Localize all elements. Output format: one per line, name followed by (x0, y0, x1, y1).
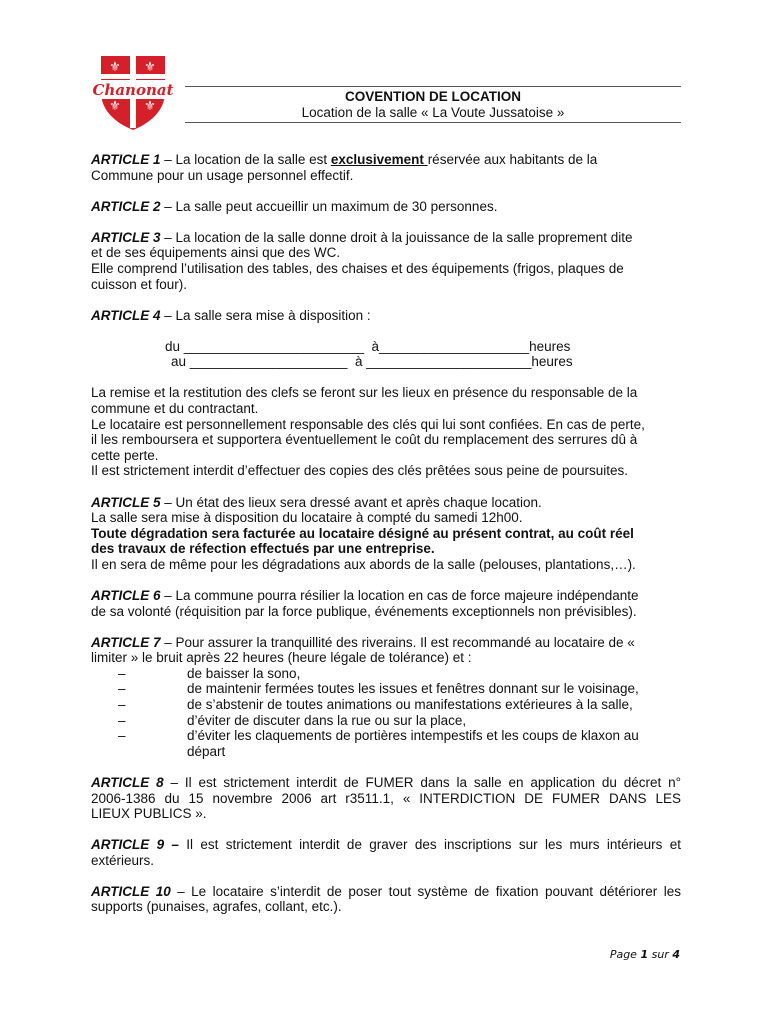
document-body (91, 152, 681, 931)
article-9: ARTICLE 9 – Il est strictement interdit de graver des inscriptions sur les murs intérieurs et extérieurs. (91, 837, 681, 868)
list-item: – d’éviter de discuter dans la rue ou sur la place, (118, 712, 467, 728)
article-7-label: ARTICLE 7 (91, 634, 161, 650)
damage-notice: Toute dégradation sera facturée au locataire désigné au présent contrat, au coût réel (91, 525, 634, 541)
list-item: – d’éviter les claquements de portières intempestifs et les coups de klaxon au départ (118, 728, 639, 759)
article-2-label: ARTICLE 2 (91, 198, 161, 214)
svg-text:⚜: ⚜ (109, 60, 121, 75)
chanonat-logo (92, 52, 174, 132)
article-10: ARTICLE 10 – Le locataire s’interdit de poser tout système de fixation pouvant détériorer les supports (punaises, agrafes, collant, etc.). (91, 883, 681, 915)
availability-to-row: au _____________________ à ______________________heures (171, 354, 573, 370)
article-6: ARTICLE 6 – La commune pourra résilier la location en cas de force majeure indépendante de sa volonté (réquisition par la force publique, événements exceptionnels non prévisibles). (91, 587, 639, 619)
article-6-label: ARTICLE 6 (91, 587, 161, 603)
document-subtitle: Location de la salle « La Voute Jussatoise » (301, 105, 565, 120)
article-3-label: ARTICLE 3 (91, 229, 161, 245)
svg-text:⚜: ⚜ (109, 99, 121, 114)
article-9-label: ARTICLE 9 – (91, 837, 179, 853)
article-5-label: ARTICLE 5 (91, 494, 161, 510)
svg-text:⚜: ⚜ (144, 60, 156, 75)
article-8: ARTICLE 8 – Il est strictement interdit de FUMER dans la salle en application du décret n° 2006-1386 du 15 novembre 2006 art r3511.1, « INTERDICTION DE FUMER DANS LES LIEUX PUBLICS ». (91, 774, 681, 822)
page-number: Page 1 sur 4 (609, 948, 680, 961)
article-4: ARTICLE 4 – La salle sera mise à disposition : (91, 307, 371, 323)
list-item: – de baisser la sono, (118, 665, 301, 681)
header-top-rule (185, 86, 681, 87)
svg-text:⚜: ⚜ (144, 99, 156, 114)
article-4-label: ARTICLE 4 (91, 307, 161, 323)
logo-text: Chanonat (92, 81, 174, 99)
list-item: – de maintenir fermées toutes les issues et fenêtres donnant sur le voisinage, (118, 681, 639, 697)
document-title: COVENTION DE LOCATION (344, 89, 521, 104)
article-10-label: ARTICLE 10 (91, 883, 171, 899)
article-1: ARTICLE 1 – La location de la salle est exclusivement réservée aux habitants de la Commune pour un usage personnel effectif. (91, 152, 598, 183)
article-7: ARTICLE 7 – Pour assurer la tranquillité des riverains. Il est recommandé au locataire de « limiter » le bruit après 22 heures (heure légale de tolérance) et : – de baisser la sono, – de maintenir fermées toutes les issues et fenêtres donnant sur le voisinage, – de s’abstenir de toutes animations ou manifestations extérieures à la salle, – d’éviter de discuter dans la rue ou sur la place, – d’éviter les claquements de portières intempestifs et les coups de klaxon au départ (91, 635, 681, 760)
keyword-exclusivement: exclusivement (330, 152, 428, 167)
availability-form (91, 339, 681, 370)
keys-paragraph: La remise et la restitution des clefs se feront sur les lieux en présence du responsable de la commune et du contractant. Le locataire est personnellement responsable des clés qui lui sont confiées. En cas de perte, il les remboursera et supportera éventuellement le coût du remplacement des serrures dû à cette perte. Il est strictement interdit d’effectuer des copies des clés prêtées sous peine de poursuites. (91, 385, 645, 479)
header-bottom-rule (185, 122, 681, 123)
article-1-label: ARTICLE 1 (91, 152, 161, 167)
article-2: ARTICLE 2 – La salle peut accueillir un maximum de 30 personnes. (91, 198, 498, 214)
availability-from-row: du ________________________ à____________________heures (165, 338, 571, 354)
noise-rules-list (91, 666, 681, 760)
article-8-label: ARTICLE 8 (91, 774, 164, 790)
article-3: ARTICLE 3 – La location de la salle donne droit à la jouissance de la salle proprement dite et de ses équipements ainsi que des WC. Elle comprend l’utilisation des tables, des chaises et des équipements (frigos, plaques de cuisson et four). (91, 229, 633, 292)
article-5: ARTICLE 5 – Un état des lieux sera dressé avant et après chaque location. La salle sera mise à disposition du locataire à compté du samedi 12h00. Toute dégradation sera facturée au locataire désigné au présent contrat, au coût réel des travaux de réfection effectués par une entreprise. Il en sera de même pour les dégradations aux abords de la salle (pelouses, plantations,…). (91, 495, 681, 573)
list-item: – de s’abstenir de toutes animations ou manifestations extérieures à la salle, (118, 697, 633, 713)
